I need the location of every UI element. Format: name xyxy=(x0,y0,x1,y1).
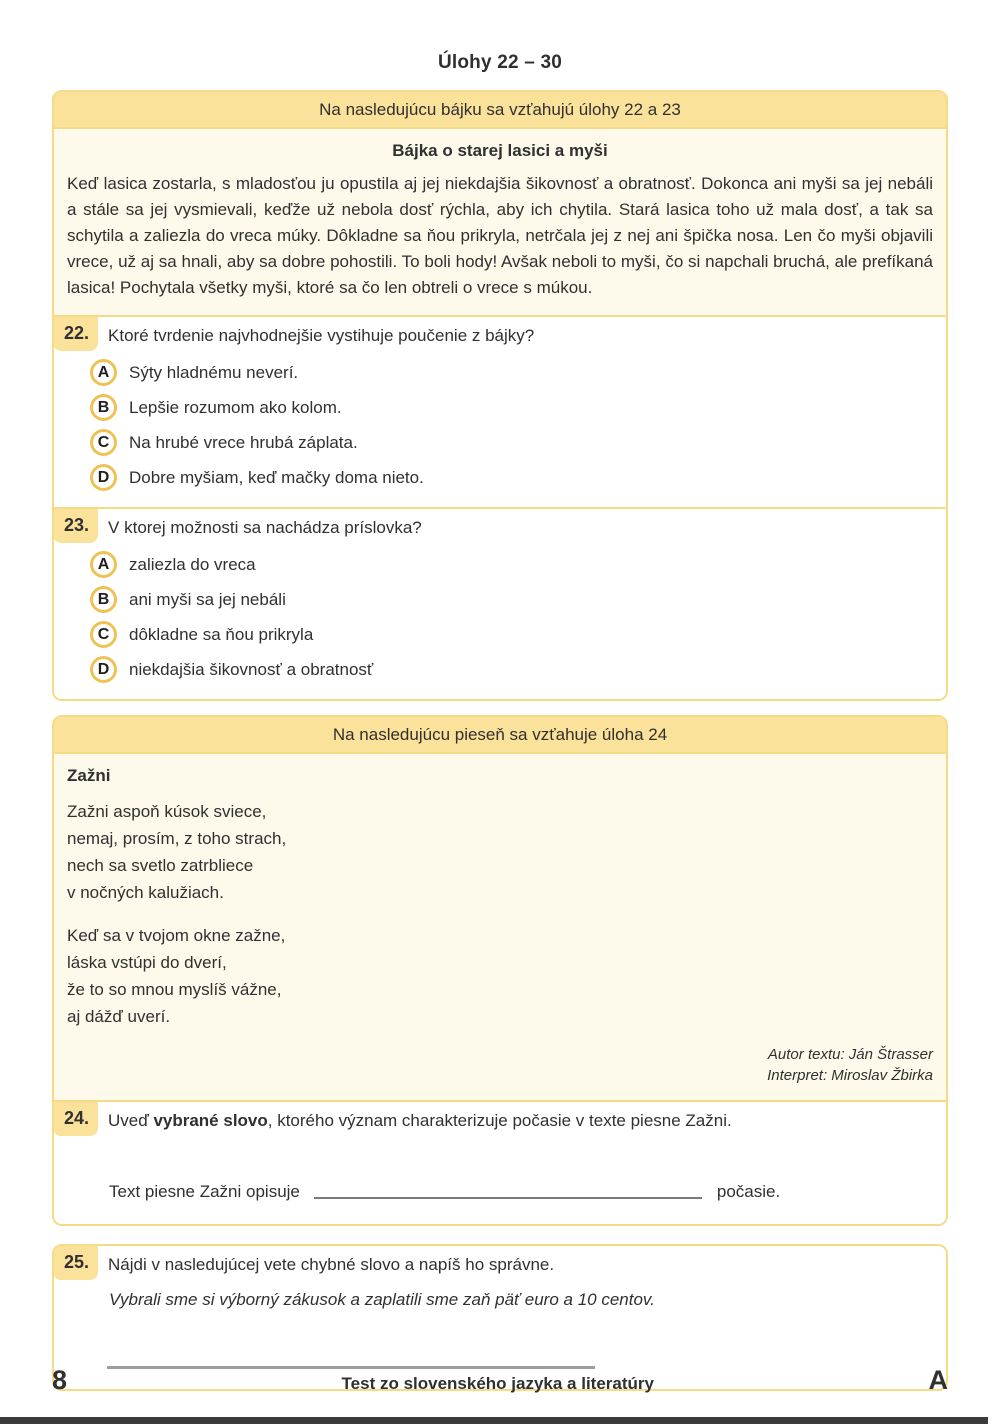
question-23-text: V ktorej možnosti sa nachádza príslovka? xyxy=(108,518,422,537)
song-passage xyxy=(54,752,946,1100)
fable-title: Bájka o starej lasici a myši xyxy=(392,141,608,160)
verse-line: láska vstúpi do dverí, xyxy=(67,953,227,972)
question-24-fill-sentence xyxy=(109,1182,946,1202)
credit-interpreter: Interpret: Miroslav Žbirka xyxy=(767,1067,933,1084)
fill-suffix: počasie. xyxy=(716,1182,781,1201)
question-22 xyxy=(54,315,946,507)
option-text: Sýty hladnému neverí. xyxy=(129,362,299,382)
verse-line: že to so mnou myslíš vážne, xyxy=(67,980,282,999)
option-letter-badge: A xyxy=(90,359,117,386)
option-letter-badge: B xyxy=(90,586,117,613)
page-title: Úlohy 22 – 30 xyxy=(437,52,563,73)
option-a xyxy=(90,359,946,386)
question-23-head xyxy=(54,509,946,543)
option-text: dôkladne sa ňou prikryla xyxy=(129,624,314,644)
option-text: niekdajšia šikovnosť a obratnosť xyxy=(129,659,374,679)
option-letter-badge: D xyxy=(90,464,117,491)
option-text: zaliezla do vreca xyxy=(129,554,256,574)
question-24-text xyxy=(98,1102,744,1132)
song-verse-1 xyxy=(67,798,933,906)
option-text: Na hrubé vrece hrubá záplata. xyxy=(129,432,358,452)
footer-page-number: 8 xyxy=(52,1365,68,1395)
fill-prefix: Text piesne Zažni opisuje xyxy=(109,1182,300,1201)
fable-question-group xyxy=(52,90,948,701)
answer-blank-line xyxy=(314,1197,702,1199)
question-24-head xyxy=(54,1102,946,1136)
question-25-sentence: Vybrali sme si výborný zákusok a zaplatili sme zaň päť euro a 10 centov. xyxy=(109,1290,655,1309)
question-25-text: Nájdi v nasledujúcej vete chybné slovo a napíš ho správne. xyxy=(108,1255,555,1274)
verse-line: nech sa svetlo zatrbliece xyxy=(67,856,254,875)
question-24-text-bold: vybrané slovo xyxy=(153,1111,268,1130)
question-22-text: Ktoré tvrdenie najvhodnejšie vystihuje poučenie z bájky? xyxy=(108,326,535,345)
verse-line: Keď sa v tvojom okne zažne, xyxy=(67,926,286,945)
option-text: ani myši sa jej nebáli xyxy=(129,589,286,609)
option-text: Dobre myšiam, keď mačky doma nieto. xyxy=(129,467,424,487)
song-verse-2 xyxy=(67,922,933,1030)
question-22-head xyxy=(54,317,946,351)
option-d xyxy=(90,656,946,683)
option-letter-badge: B xyxy=(90,394,117,421)
option-letter-badge: A xyxy=(90,551,117,578)
song-title: Zažni xyxy=(67,766,111,785)
verse-line: v nočných kalužiach. xyxy=(67,883,224,902)
credit-author: Autor textu: Ján Štrasser xyxy=(767,1046,933,1063)
option-letter-badge: C xyxy=(90,429,117,456)
song-reference-header: Na nasledujúcu pieseň sa vzťahuje úloha 24 xyxy=(54,717,946,752)
verse-line: Zažni aspoň kúsok sviece, xyxy=(67,802,267,821)
question-24-number: 24. xyxy=(53,1102,98,1136)
question-25-head xyxy=(54,1246,946,1280)
option-b xyxy=(90,586,946,613)
bottom-rule-bar xyxy=(0,1417,988,1424)
question-22-number: 22. xyxy=(53,317,98,351)
question-24-text-suffix: , ktorého význam charakterizuje počasie v texte piesne Zažni. xyxy=(267,1111,732,1130)
verse-line: nemaj, prosím, z toho strach, xyxy=(67,829,287,848)
song-credits xyxy=(67,1044,933,1086)
option-text: Lepšie rozumom ako kolom. xyxy=(129,397,342,417)
option-c xyxy=(90,429,946,456)
question-23-number: 23. xyxy=(53,509,98,543)
fable-reference-header: Na nasledujúcu bájku sa vzťahujú úlohy 22 a 23 xyxy=(54,92,946,127)
footer-test-name: Test zo slovenského jazyka a literatúry xyxy=(341,1374,654,1393)
option-c xyxy=(90,621,946,648)
page-footer xyxy=(52,1365,948,1396)
question-22-options xyxy=(90,359,946,491)
question-23-options xyxy=(90,551,946,683)
song-question-group xyxy=(52,715,948,1226)
option-d xyxy=(90,464,946,491)
fable-text: Keď lasica zostarla, s mladosťou ju opustila aj jej niekdajšia šikovnosť a obratnosť. Dokonca ani myši sa jej nebáli a stále sa jej vysmievali, keďže už nebola dosť rýchla, aby ich chytila. Stará lasica toho už mala dosť, a tak sa schytila a zaliezla do vreca múky. Dôkladne sa ňou prikryla, netrčala jej z nej ani špička nosa. Len čo myši objavili vrece, už aj sa hnali, aby sa dobre pohostili. To boli hody! Avšak neboli to myši, čo si napchali bruchá, ale prefíkaná lasica! Pochytala všetky myši, ktoré sa čo len obtreli o vrece s múkou. xyxy=(67,174,933,297)
footer-variant-letter: A xyxy=(928,1365,948,1395)
option-a xyxy=(90,551,946,578)
option-letter-badge: C xyxy=(90,621,117,648)
question-23 xyxy=(54,507,946,699)
question-24-text-prefix: Uveď xyxy=(108,1111,154,1130)
verse-line: aj dážď uverí. xyxy=(67,1007,171,1026)
option-letter-badge: D xyxy=(90,656,117,683)
fable-passage xyxy=(54,127,946,315)
question-24 xyxy=(54,1100,946,1224)
question-25-number: 25. xyxy=(53,1246,98,1280)
option-b xyxy=(90,394,946,421)
